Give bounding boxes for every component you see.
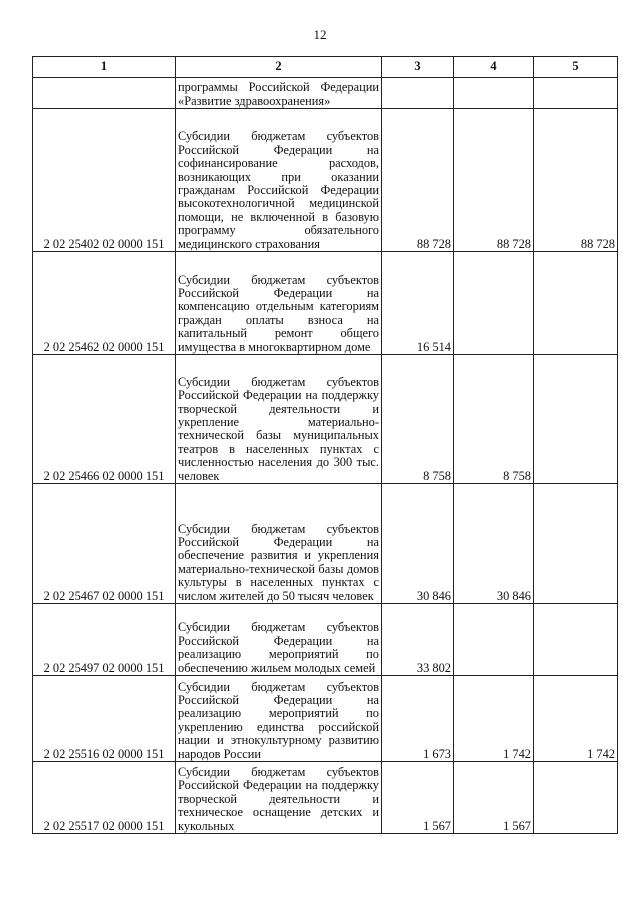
- table-header-row: [33, 57, 618, 78]
- table-row: [33, 604, 618, 676]
- page-number: 12: [313, 27, 327, 42]
- row-description: Субсидии бюджетам субъектов Российской Федерации на реализацию мероприятий по укреплению единства российской нации и этнокультурному развитию народов России: [176, 676, 382, 762]
- row-description: Субсидии бюджетам субъектов Российской Федерации на поддержку творческой деятельности и укрепление материально-технической базы муниципальных театров в населенных пунктах с численностью населения до 300 тыс. человек: [176, 355, 382, 484]
- row-description: Субсидии бюджетам субъектов Российской Федерации на софинансирование расходов, возникающих при оказании гражданам Российской Федерации высокотехнологичной медицинской помощи, не включенной в базовую программу обязательного медицинского страхования: [176, 109, 382, 252]
- table-row: [33, 676, 618, 762]
- row-value-col5: 88 728: [534, 109, 618, 252]
- row-value-col5: [534, 355, 618, 484]
- header-col-4: 4: [454, 57, 534, 78]
- row-description: Субсидии бюджетам субъектов Российской Федерации на компенсацию отдельным категориям граждан оплаты взноса на капитальный ремонт общего имущества в многоквартирном доме: [176, 252, 382, 355]
- row-value-col5: [534, 78, 618, 109]
- row-value-col5: 1 742: [534, 676, 618, 762]
- row-value-col3: [382, 78, 454, 109]
- budget-table: [32, 56, 618, 834]
- table-row: [33, 78, 618, 109]
- header-col-2: 2: [176, 57, 382, 78]
- header-col-3: 3: [382, 57, 454, 78]
- row-code: 2 02 25402 02 0000 151: [33, 109, 176, 252]
- row-value-col4: 1 567: [454, 762, 534, 834]
- row-value-col3: 8 758: [382, 355, 454, 484]
- table-row: [33, 484, 618, 604]
- row-value-col3: 88 728: [382, 109, 454, 252]
- row-value-col3: 16 514: [382, 252, 454, 355]
- row-description: Субсидии бюджетам субъектов Российской Федерации на поддержку творческой деятельности и техническое оснащение детских и кукольных: [176, 762, 382, 834]
- row-value-col3: 30 846: [382, 484, 454, 604]
- header-col-5: 5: [534, 57, 618, 78]
- row-description: Субсидии бюджетам субъектов Российской Федерации на обеспечение развития и укрепления материально-технической базы домов культуры в населенных пунктах с числом жителей до 50 тысяч человек: [176, 484, 382, 604]
- row-value-col4: [454, 252, 534, 355]
- table-row: [33, 762, 618, 834]
- row-code: [33, 78, 176, 109]
- row-description: программы Российской Федерации «Развитие здравоохранения»: [176, 78, 382, 109]
- row-code: 2 02 25516 02 0000 151: [33, 676, 176, 762]
- row-value-col3: 1 673: [382, 676, 454, 762]
- row-value-col4: 88 728: [454, 109, 534, 252]
- header-col-1: 1: [33, 57, 176, 78]
- row-code: 2 02 25462 02 0000 151: [33, 252, 176, 355]
- row-value-col4: [454, 604, 534, 676]
- row-code: 2 02 25497 02 0000 151: [33, 604, 176, 676]
- row-description: Субсидии бюджетам субъектов Российской Федерации на реализацию мероприятий по обеспечению жильем молодых семей: [176, 604, 382, 676]
- row-value-col3: 1 567: [382, 762, 454, 834]
- table-row: [33, 109, 618, 252]
- row-value-col5: [534, 604, 618, 676]
- row-value-col4: 1 742: [454, 676, 534, 762]
- row-code: 2 02 25466 02 0000 151: [33, 355, 176, 484]
- table-row: [33, 355, 618, 484]
- row-code: 2 02 25517 02 0000 151: [33, 762, 176, 834]
- row-code: 2 02 25467 02 0000 151: [33, 484, 176, 604]
- row-value-col5: [534, 484, 618, 604]
- row-value-col5: [534, 252, 618, 355]
- row-value-col4: [454, 78, 534, 109]
- row-value-col4: 8 758: [454, 355, 534, 484]
- row-value-col4: 30 846: [454, 484, 534, 604]
- row-value-col5: [534, 762, 618, 834]
- row-value-col3: 33 802: [382, 604, 454, 676]
- table-row: [33, 252, 618, 355]
